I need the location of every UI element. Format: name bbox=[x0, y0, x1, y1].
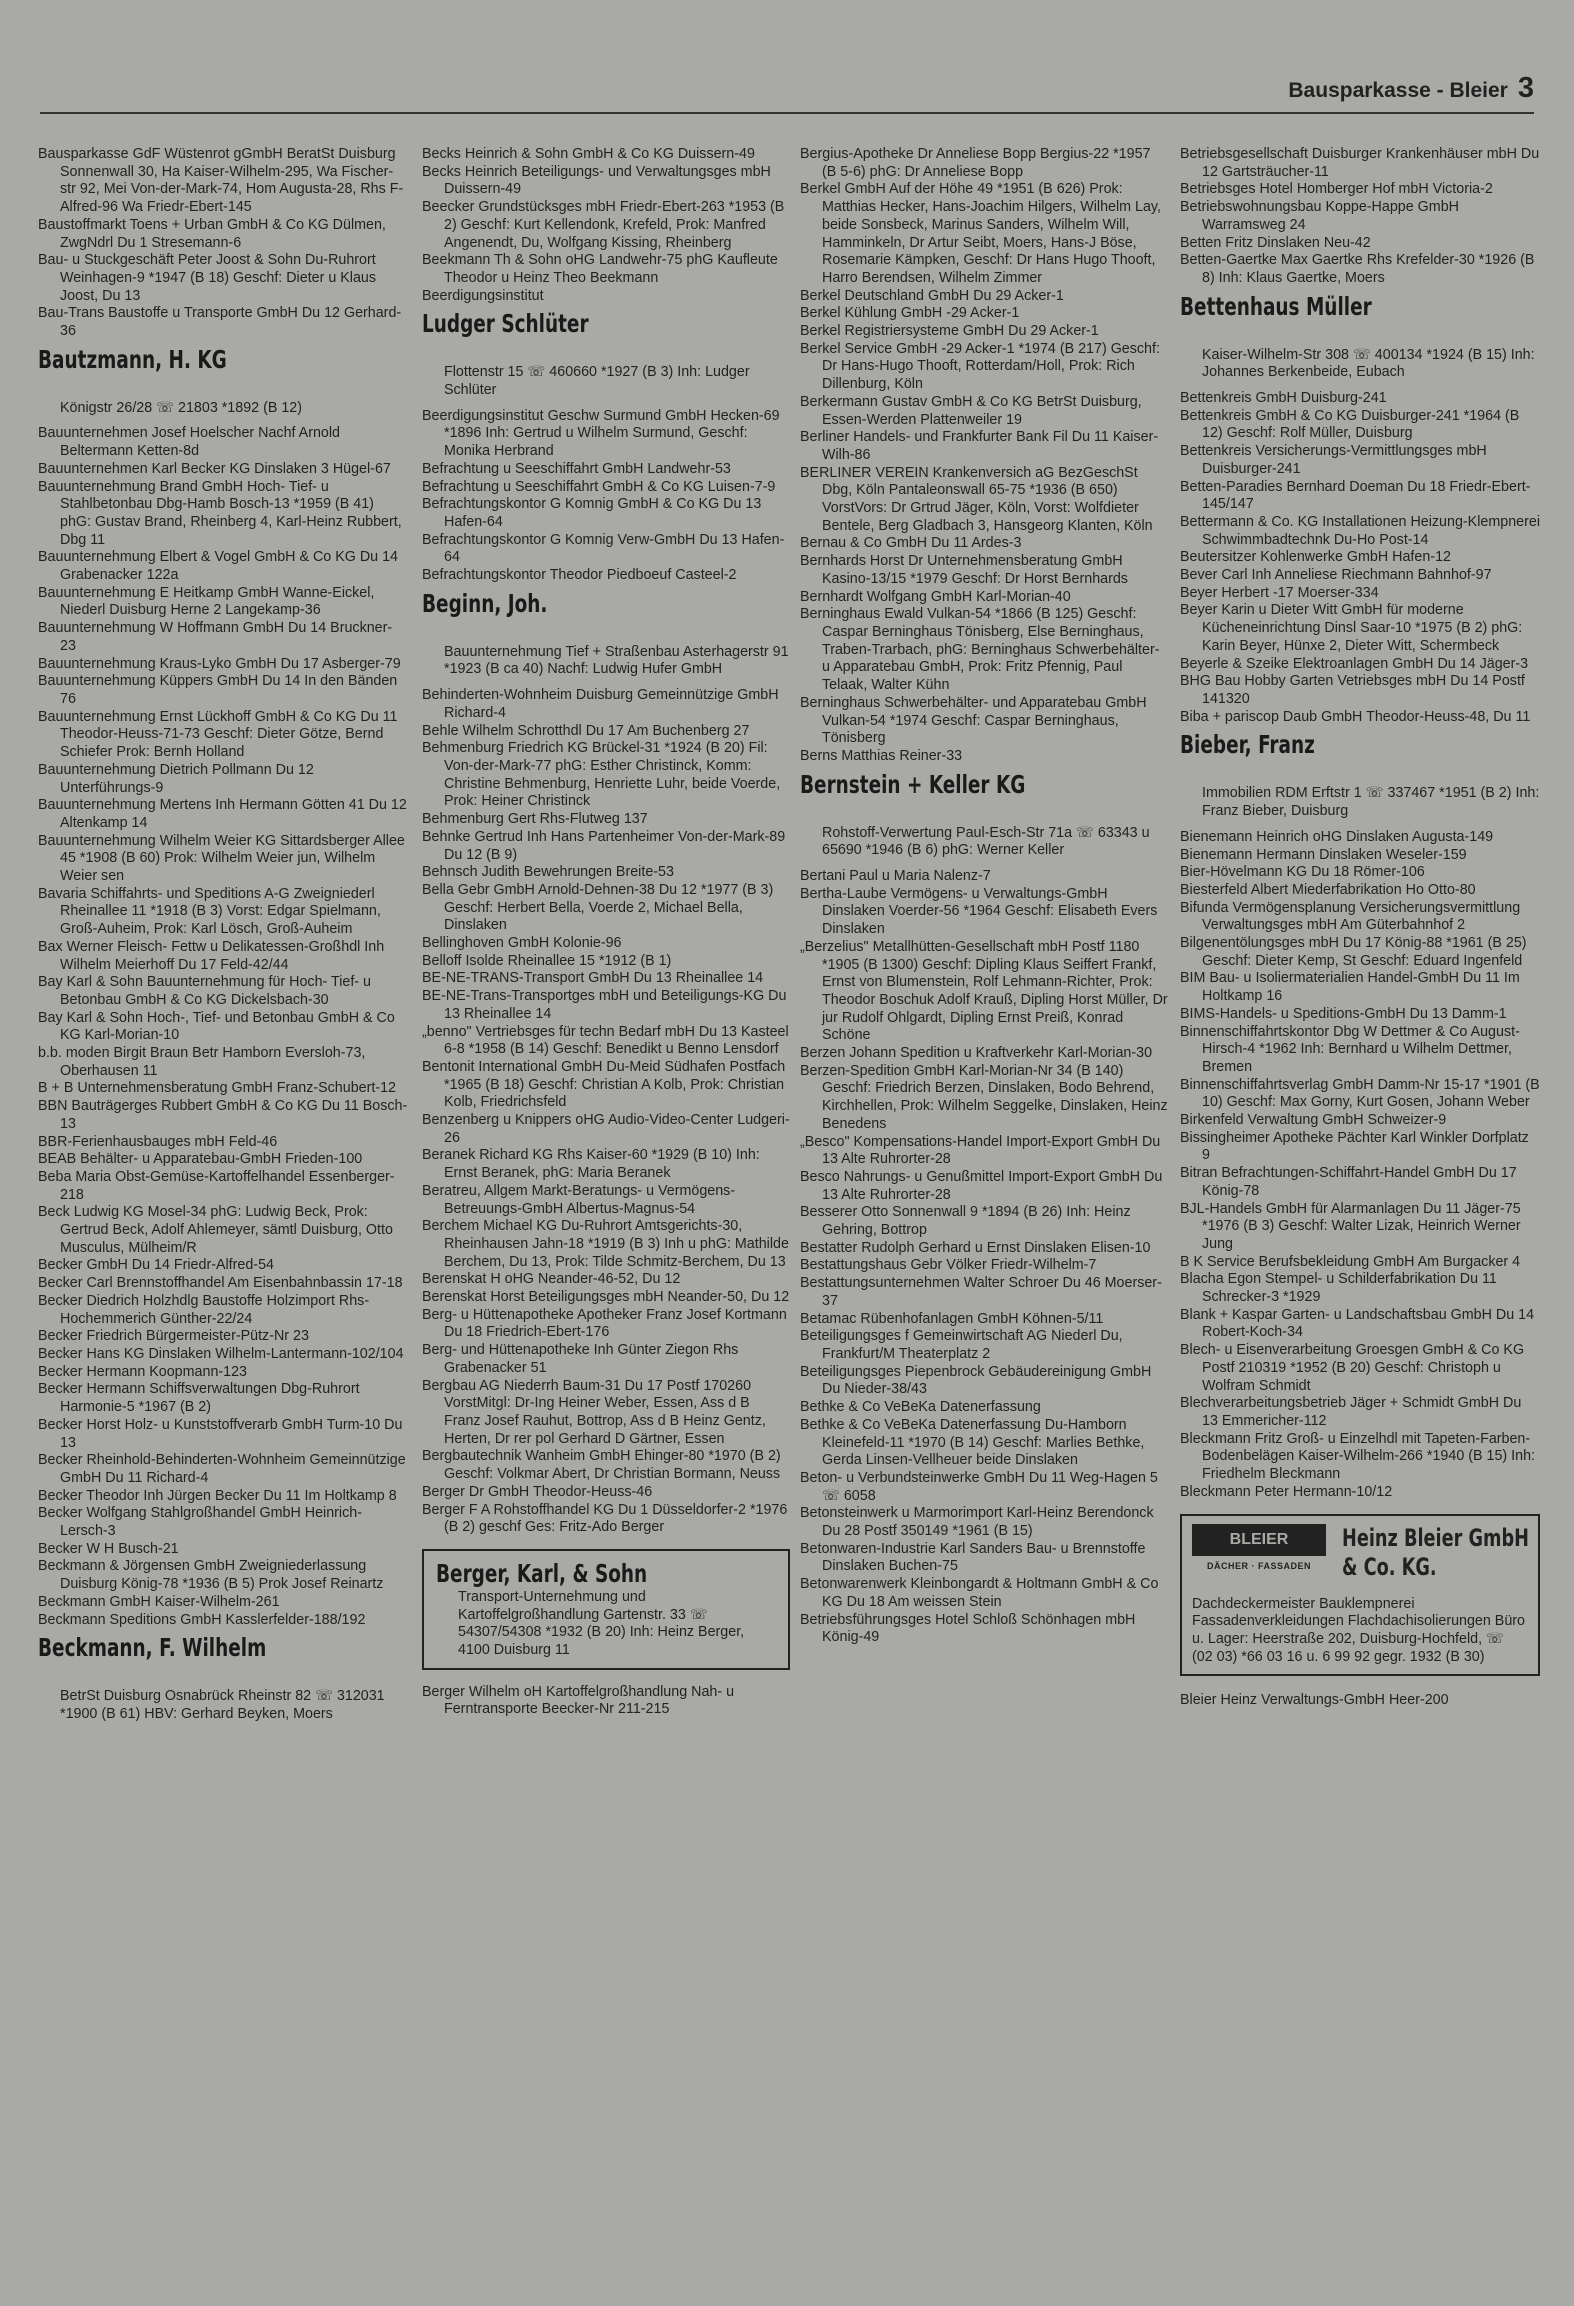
directory-entry: BEAB Behälter- u Apparatebau-GmbH Frieden-100 bbox=[38, 1151, 363, 1168]
directory-entry: Betten-Gaertke Max Gaertke Rhs Krefelder-30 *1926 (B 8) Inh: Klaus Gaertke, Moers bbox=[1180, 252, 1535, 286]
directory-entry: BJL-Handels GmbH für Alarmanlagen Du 11 Jäger-75 *1976 (B 3) Geschf: Walter Lizak, Heinrich Werner Jung bbox=[1180, 1200, 1521, 1252]
directory-entry: Bertani Paul u Maria Nalenz-7 bbox=[800, 868, 991, 885]
directory-entry: Benzenberg u Knippers oHG Audio-Video-Center Ludgeri-26 bbox=[422, 1112, 790, 1146]
directory-entry: Behinderten-Wohnheim Duisburg Gemeinnützige GmbH Richard-4 bbox=[422, 687, 779, 721]
directory-entry: „benno" Vertriebsges für techn Bedarf mbH Du 13 Kasteel 6-8 *1958 (B 14) Geschf: Benedikt u Benno Lensdorf bbox=[422, 1023, 789, 1058]
directory-entry: BBR-Ferienhausbauges mbH Feld-46 bbox=[38, 1133, 278, 1150]
directory-entry: BHG Bau Hobby Garten Vetriebsges mbH Du 14 Postf 141320 bbox=[1180, 673, 1525, 707]
directory-entry: Behnsch Judith Bewehrungen Breite-53 bbox=[422, 864, 674, 881]
directory-entry: Becker GmbH Du 14 Friedr-Alfred-54 bbox=[38, 1257, 274, 1274]
directory-entry: B + B Unternehmensberatung GmbH Franz-Schubert-12 bbox=[38, 1080, 396, 1097]
directory-entry: Bauunternehmung Mertens Inh Hermann Götten 41 Du 12 Altenkamp 14 bbox=[38, 797, 407, 831]
directory-entry: Bettermann & Co. KG Installationen Heizung-Klempnerei Schwimmbadtechnk Du-Ho Post-14 bbox=[1180, 513, 1540, 548]
directory-entry: Beba Maria Obst-Gemüse-Kartoffelhandel Essenberger-218 bbox=[38, 1168, 395, 1203]
directory-entry: Berliner Handels- und Frankfurter Bank Fil Du 11 Kaiser-Wilh-86 bbox=[800, 429, 1159, 463]
directory-entry: Berninghaus Schwerbehälter- und Apparatebau GmbH Vulkan-54 *1974 Geschf: Caspar Berninghaus, Tönisberg bbox=[800, 694, 1147, 747]
directory-entry: b.b. moden Birgit Braun Betr Hamborn Eversloh-73, Oberhausen 11 bbox=[38, 1045, 366, 1079]
directory-entry: Bauunternehmung Dietrich Pollmann Du 12 Unterführungs-9 bbox=[38, 761, 314, 796]
directory-entry: Belloff Isolde Rheinallee 15 *1912 (B 1) bbox=[422, 952, 672, 969]
directory-entry: Beteiligungsges f Gemeinwirtschaft AG Niederl Du, Frankfurt/M Theaterplatz 2 bbox=[800, 1328, 1123, 1362]
running-head-title: Bausparkasse - Bleier bbox=[1288, 79, 1508, 102]
directory-entry: Becks Heinrich Beteiligungs- und Verwaltungsges mbH Duissern-49 bbox=[422, 163, 771, 198]
column-4 bbox=[1180, 146, 1540, 1710]
directory-entry: Beranek Richard KG Rhs Kaiser-60 *1929 (B 10) Inh: Ernst Beranek, phG: Maria Beranek bbox=[422, 1147, 760, 1182]
directory-entry: Bestattungsunternehmen Walter Schroer Du 46 Moerser-37 bbox=[800, 1275, 1162, 1309]
directory-entry: Bavaria Schiffahrts- und Speditions A-G Zweigniederl Rheinallee 11 *1918 (B 3) Vorst: Edgar Spielmann, Groß-Auheim, Prok: Karl Lösch, Groß-Auheim bbox=[38, 885, 381, 938]
bold-listing-heading: Bautzmann, H. KG bbox=[38, 344, 227, 374]
directory-entry: Berg- u Hüttenapotheke Apotheker Franz Josef Kortmann Du 18 Friedrich-Ebert-176 bbox=[422, 1306, 787, 1341]
directory-entry: Blacha Egon Stempel- u Schilderfabrikation Du 11 Schrecker-3 *1929 bbox=[1180, 1271, 1497, 1306]
directory-entry: Bella Gebr GmbH Arnold-Dehnen-38 Du 12 *1977 (B 3) Geschf: Herbert Bella, Voerde 2, Michael Bella, Dinslaken bbox=[422, 881, 774, 934]
directory-entry: Bestatter Rudolph Gerhard u Ernst Dinslaken Elisen-10 bbox=[800, 1239, 1151, 1256]
directory-entry: BE-NE-TRANS-Transport GmbH Du 13 Rheinallee 14 bbox=[422, 970, 764, 987]
directory-entry: Birkenfeld Verwaltung GmbH Schweizer-9 bbox=[1180, 1112, 1447, 1129]
directory-entry: Besco Nahrungs- u Genußmittel Import-Export GmbH Du 13 Alte Ruhrorter-28 bbox=[800, 1168, 1163, 1203]
directory-entry: Bettenkreis GmbH & Co KG Duisburger-241 *1964 (B 12) Geschf: Rolf Müller, Duisburg bbox=[1180, 407, 1520, 442]
directory-entry: Bauunternehmung W Hoffmann GmbH Du 14 Bruckner-23 bbox=[38, 620, 393, 654]
directory-entry: Biesterfeld Albert Miederfabrikation Ho Otto-80 bbox=[1180, 881, 1476, 898]
directory-entry: Beton- u Verbundsteinwerke GmbH Du 11 Weg-Hagen 5 ☏ 6058 bbox=[800, 1469, 1158, 1504]
advertisement-company-name: Heinz Bleier GmbH & Co. KG. bbox=[1342, 1523, 1529, 1581]
directory-entry: Berenskat H oHG Neander-46-52, Du 12 bbox=[422, 1271, 681, 1288]
directory-entry: Bleckmann Peter Hermann-10/12 bbox=[1180, 1483, 1393, 1500]
directory-entry: Bethke & Co VeBeKa Datenerfassung Du-Hamborn Kleinefeld-11 *1970 (B 14) Geschf: Marlies Bethke, Gerda Linsen-Vellheuer beide Dinslaken bbox=[800, 1416, 1145, 1469]
directory-entry: Bauunternehmung Brand GmbH Hoch- Tief- u Stahlbetonbau Dbg-Hamb Bosch-13 *1959 (B 41) phG: Gustav Brand, Rheinberg 4, Karl-Heinz Rubbert, Dbg 11 bbox=[38, 478, 402, 548]
directory-entry: Berkel Registriersysteme GmbH Du 29 Acker-1 bbox=[800, 323, 1099, 340]
directory-entry: Bay Karl & Sohn Bauunternehmung für Hoch- Tief- u Betonbau GmbH & Co KG Dickelsbach-30 bbox=[38, 974, 371, 1008]
bold-listing-heading: Bettenhaus Müller bbox=[1180, 291, 1372, 321]
directory-entry: Bauunternehmen Karl Becker KG Dinslaken 3 Hügel-67 bbox=[38, 460, 391, 477]
directory-entry: Bauunternehmen Josef Hoelscher Nachf Arnold Beltermann Ketten-8d bbox=[38, 425, 341, 460]
directory-entry: Befrachtungskontor G Komnig GmbH & Co KG Du 13 Hafen-64 bbox=[422, 496, 762, 530]
directory-entry: Berger F A Rohstoffhandel KG Du 1 Düsseldorfer-2 *1976 (B 2) geschf Ges: Fritz-Ado Berger bbox=[422, 1501, 788, 1536]
roof-logo-icon: BLEIER bbox=[1192, 1524, 1326, 1556]
directory-entry: Beekmann Th & Sohn oHG Landwehr-75 phG Kaufleute Theodor u Heinz Theo Beekmann bbox=[422, 252, 778, 286]
directory-entry: Betriebsges Hotel Homberger Hof mbH Victoria-2 bbox=[1180, 181, 1493, 198]
directory-entry: Beckmann Speditions GmbH Kasslerfelder-188/192 bbox=[38, 1611, 366, 1628]
directory-entry: Beecker Grundstücksges mbH Friedr-Ebert-263 *1953 (B 2) Geschf: Kurt Kellendonk, Krefeld, Prok: Manfred Angenendt, Du, Wolfgang Kissing, Rheinberg bbox=[422, 199, 785, 251]
directory-entry: Becker Diedrich Holzhdlg Baustoffe Holzimport Rhs-Hochemmerich Günther-22/24 bbox=[38, 1292, 370, 1327]
directory-entry: Behnke Gertrud Inh Hans Partenheimer Von-der-Mark-89 Du 12 (B 9) bbox=[422, 828, 786, 863]
directory-entry: Bauunternehmung Kraus-Lyko GmbH Du 17 Asberger-79 bbox=[38, 655, 401, 672]
directory-entry: BIM Bau- u Isoliermaterialien Handel-GmbH Du 11 Im Holtkamp 16 bbox=[1180, 970, 1520, 1005]
directory-entry: Berkel Service GmbH -29 Acker-1 *1974 (B 217) Geschf: Dr Hans-Hugo Thooft, Rotterdam/Holl, Prok: Rich Dillenburg, Köln bbox=[800, 340, 1160, 393]
directory-entry: Betonwarenwerk Kleinbongardt & Holtmann GmbH & Co KG Du 18 Am weissen Stein bbox=[800, 1576, 1159, 1610]
running-head bbox=[1288, 72, 1534, 105]
directory-entry: Beck Ludwig KG Mosel-34 phG: Ludwig Beck, Prok: Gertrud Beck, Adolf Ahlemeyer, sämtl Duisburg, Otto Musculus, Mülheim/R bbox=[38, 1204, 393, 1256]
bold-listing-body: BetrSt Duisburg Osnabrück Rheinstr 82 ☏ 312031 *1900 (B 61) HBV: Gerhard Beyken, Moers bbox=[60, 1688, 385, 1722]
directory-entry: Bleier Heinz Verwaltungs-GmbH Heer-200 bbox=[1180, 1692, 1449, 1709]
directory-entry: Beutersitzer Kohlenwerke GmbH Hafen-12 bbox=[1180, 549, 1451, 566]
directory-entry: Berzen-Spedition GmbH Karl-Morian-Nr 34 (B 140) Geschf: Friedrich Berzen, Dinslaken, Bodo Behrend, Kirchhellen, Prok: Wilhelm Seggelke, Dinslaken, Heinz Benedens bbox=[800, 1062, 1168, 1132]
directory-entry: Becker W H Busch-21 bbox=[38, 1540, 179, 1557]
directory-entry: Bauunternehmung Elbert & Vogel GmbH & Co KG Du 14 Grabenacker 122a bbox=[38, 549, 399, 584]
directory-entry: Becker Friedrich Bürgermeister-Pütz-Nr 23 bbox=[38, 1328, 309, 1345]
page-header bbox=[40, 68, 1534, 114]
directory-entry: Bausparkasse GdF Wüstenrot gGmbH BeratSt Duisburg Sonnenwall 30, Ha Kaiser-Wilhelm-295, Wa Fischer-str 92, Mei Von-der-Mark-74, Hom Augusta-28, Rhs F-Alfred-96 Wa Friedr-Ebert-145 bbox=[38, 146, 404, 216]
bold-listing-body: Königstr 26/28 ☏ 21803 *1892 (B 12) bbox=[60, 399, 303, 416]
directory-entry: Biba + pariscop Daub GmbH Theodor-Heuss-48, Du 11 bbox=[1180, 708, 1531, 725]
bold-listing-body: Rohstoff-Verwertung Paul-Esch-Str 71a ☏ 63343 u 65690 *1946 (B 6) phG: Werner Keller bbox=[822, 824, 1150, 859]
directory-entry: Becker Carl Brennstoffhandel Am Eisenbahnbassin 17-18 bbox=[38, 1275, 403, 1292]
boxed-listing-heading: Berger, Karl, & Sohn bbox=[436, 1558, 648, 1588]
directory-entry: Bauunternehmung Wilhelm Weier KG Sittardsberger Allee 45 *1908 (B 60) Prok: Wilhelm Weier jun, Wilhelm Weier sen bbox=[38, 832, 405, 885]
column-3 bbox=[800, 146, 1168, 1647]
bold-listing-body: Kaiser-Wilhelm-Str 308 ☏ 400134 *1924 (B 15) Inh: Johannes Berkenbeide, Eubach bbox=[1202, 346, 1535, 381]
column-1 bbox=[38, 146, 408, 1732]
directory-entry: Beerdigungsinstitut Geschw Surmund GmbH Hecken-69 *1896 Inh: Gertrud u Wilhelm Surmund, Geschf: Monika Herbrand bbox=[422, 407, 780, 460]
advertisement-text: Dachdeckermeister Bauklempnerei Fassadenverkleidungen Flachdachisolierungen Büro u. Lager: Heerstraße 202, Duisburg-Hochfeld, ☏ (02 03) *66 03 16 u. 6 99 92 gegr. 1932 (B 30) bbox=[1192, 1595, 1526, 1665]
directory-entry: Befrachtung u Seeschiffahrt GmbH & Co KG Luisen-7-9 bbox=[422, 478, 776, 495]
directory-entry: Bernau & Co GmbH Du 11 Ardes-3 bbox=[800, 535, 1022, 552]
directory-entry: Beyer Herbert -17 Moerser-334 bbox=[1180, 584, 1379, 601]
directory-entry: Berzen Johann Spedition u Kraftverkehr Karl-Morian-30 bbox=[800, 1045, 1153, 1062]
bold-listing-heading: Beginn, Joh. bbox=[422, 588, 548, 618]
directory-entry: Bergbautechnik Wanheim GmbH Ehinger-80 *1970 (B 2) Geschf: Volkmar Abert, Dr Christian Bormann, Neuss bbox=[422, 1448, 781, 1483]
directory-entry: Berenskat Horst Beteiligungsges mbH Neander-50, Du 12 bbox=[422, 1289, 790, 1306]
directory-entry: Bifunda Vermögensplanung Versicherungsvermittlung Verwaltungsges mbH Am Güterbahnhof 2 bbox=[1180, 899, 1521, 934]
directory-entry: „Besco" Kompensations-Handel Import-Export GmbH Du 13 Alte Ruhrorter-28 bbox=[800, 1133, 1161, 1168]
directory-entry: Bax Werner Fleisch- Fettw u Delikatessen-Großhdl Inh Wilhelm Meierhoff Du 17 Feld-42/44 bbox=[38, 938, 385, 973]
directory-entry: Behle Wilhelm Schrotthdl Du 17 Am Buchenberg 27 bbox=[422, 722, 750, 739]
directory-entry: Bissingheimer Apotheke Pächter Karl Winkler Dorfplatz 9 bbox=[1180, 1129, 1529, 1164]
directory-entry: Bau- u Stuckgeschäft Peter Joost & Sohn Du-Ruhrort Weinhagen-9 *1947 (B 18) Geschf: Dieter u Klaus Joost, Du 13 bbox=[38, 252, 377, 304]
directory-entry: Berkel GmbH Auf der Höhe 49 *1951 (B 626) Prok: Matthias Hecker, Hans-Joachim Hilgers, Wilhelm Lay, beide Sonsbeck, Marinus Sanders, Wilhelm Will, Hamminkeln, Dr Artur Seibt, Moers, Hans-J Böse, Rosemarie Kämpken, Geschf: Dr Hans Hugo Thooft, Harro Berendsen, Wilhelm Zimmer bbox=[800, 181, 1161, 286]
bold-listing-body: Immobilien RDM Erftstr 1 ☏ 337467 *1951 (B 2) Inh: Franz Bieber, Duisburg bbox=[1202, 785, 1540, 820]
directory-entry: BBN Bauträgerges Rubbert GmbH & Co KG Du 11 Bosch-13 bbox=[38, 1098, 408, 1132]
directory-entry: Betamac Rübenhofanlagen GmbH Köhnen-5/11 bbox=[800, 1310, 1104, 1327]
directory-entry: Berns Matthias Reiner-33 bbox=[800, 747, 963, 764]
directory-entry: Beyer Karin u Dieter Witt GmbH für moderne Kücheneinrichtung Dinsl Saar-10 *1975 (B 2) phG: Karin Beyer, Hünxe 2, Dieter Witt, Schermbeck bbox=[1180, 602, 1523, 654]
directory-entry: Beckmann GmbH Kaiser-Wilhelm-261 bbox=[38, 1593, 280, 1610]
directory-entry: Berkermann Gustav GmbH & Co KG BetrSt Duisburg, Essen-Werden Plattenweiler 19 bbox=[800, 393, 1142, 428]
directory-entry: BERLINER VEREIN Krankenversich aG BezGeschSt Dbg, Köln Pantaleonswall 65-75 *1936 (B 650) VorstVors: Dr Grtrud Jäger, Köln, Vorst: Wolfdieter Bentele, Berg Gladbach 3, Hansgeorg Klanten, Köln bbox=[800, 464, 1153, 534]
directory-entry: Betonwaren-Industrie Karl Sanders Bau- u Brennstoffe Dinslaken Buchen-75 bbox=[800, 1540, 1146, 1575]
directory-entry: Befrachtungskontor G Komnig Verw-GmbH Du 13 Hafen-64 bbox=[422, 531, 785, 566]
directory-entry: Bleckmann Fritz Groß- u Einzelhdl mit Tapeten-Farben-Bodenbelägen Kaiser-Wilhelm-266 *1940 (B 15) Inh: Friedhelm Bleckmann bbox=[1180, 1430, 1535, 1483]
directory-entry: BIMS-Handels- u Speditions-GmbH Du 13 Damm-1 bbox=[1180, 1005, 1507, 1022]
directory-entry: Berger Wilhelm oH Kartoffelgroßhandlung Nah- u Ferntransporte Beecker-Nr 211-215 bbox=[422, 1683, 735, 1718]
directory-entry: Binnenschiffahrtskontor Dbg W Dettmer & Co August-Hirsch-4 *1962 Inh: Bernhard u Wilhelm Dettmer, Bremen bbox=[1180, 1023, 1520, 1075]
directory-entry: Becks Heinrich & Sohn GmbH & Co KG Duissern-49 bbox=[422, 146, 755, 162]
directory-entry: Becker Rheinhold-Behinderten-Wohnheim Gemeinnützige GmbH Du 11 Richard-4 bbox=[38, 1452, 406, 1486]
directory-entry: Bergius-Apotheke Dr Anneliese Bopp Bergius-22 *1957 (B 5-6) phG: Dr Anneliese Bopp bbox=[800, 146, 1151, 180]
logo-tagline: DÄCHER · FASSADEN bbox=[1206, 1560, 1311, 1571]
boxed-listing-body: Transport-Unternehmung und Kartoffelgroßhandlung Gartenstr. 33 ☏ 54307/54308 *1932 (B 20) Inh: Heinz Berger, 4100 Duisburg 11 bbox=[458, 1588, 745, 1659]
directory-entry: Berchem Michael KG Du-Ruhrort Amtsgerichts-30, Rheinhausen Jahn-18 *1919 (B 3) Inh u phG: Mathilde Berchem, Du 13, Prok: Tilde Schmitz-Berchem, Du 13 bbox=[422, 1218, 789, 1270]
directory-entry: B K Service Berufsbekleidung GmbH Am Burgacker 4 bbox=[1180, 1253, 1521, 1270]
directory-entry: Berkel Kühlung GmbH -29 Acker-1 bbox=[800, 305, 1020, 322]
directory-entry: Berg- und Hüttenapotheke Inh Günter Ziegon Rhs Grabenacker 51 bbox=[422, 1342, 739, 1376]
directory-entry: Bever Carl Inh Anneliese Riechmann Bahnhof-97 bbox=[1180, 567, 1492, 584]
directory-entry: Blechverarbeitungsbetrieb Jäger + Schmidt GmbH Du 13 Emmericher-112 bbox=[1180, 1395, 1522, 1429]
directory-entry: Beyerle & Szeike Elektroanlagen GmbH Du 14 Jäger-3 bbox=[1180, 655, 1529, 672]
directory-entry: Berninghaus Ewald Vulkan-54 *1866 (B 125) Geschf: Caspar Berninghaus Tönisberg, Else Berninghaus, Traben-Trarbach, phG: Berninghaus Schwerbehälter- u Apparatebau GmbH, Prok: Fritz Pfennig, Paul Telaak, Walter Kühn bbox=[800, 606, 1160, 694]
directory-entry: Bauunternehmung E Heitkamp GmbH Wanne-Eickel, Niederl Duisburg Herne 2 Langekamp-36 bbox=[38, 584, 375, 619]
directory-entry: Bentonit International GmbH Du-Meid Südhafen Postfach *1965 (B 18) Geschf: Christian A Kolb, Prok: Christian Kolb, Friedrichsfeld bbox=[422, 1058, 786, 1111]
directory-entry: Berger Dr GmbH Theodor-Heuss-46 bbox=[422, 1483, 653, 1500]
directory-entry: Becker Hermann Koopmann-123 bbox=[38, 1363, 248, 1380]
directory-entry: Beerdigungsinstitut bbox=[422, 287, 544, 304]
directory-entry: Bilgenentölungsges mbH Du 17 König-88 *1961 (B 25) Geschf: Dieter Kemp, St Geschf: Eduard Ingenfeld bbox=[1180, 935, 1527, 969]
directory-entry: Bettenkreis GmbH Duisburg-241 bbox=[1180, 390, 1387, 407]
directory-entry: Becker Theodor Inh Jürgen Becker Du 11 Im Holtkamp 8 bbox=[38, 1487, 397, 1504]
directory-entry: Blank + Kaspar Garten- u Landschaftsbau GmbH Du 14 Robert-Koch-34 bbox=[1180, 1306, 1535, 1341]
directory-entry: Bauunternehmung Ernst Lückhoff GmbH & Co KG Du 11 Theodor-Heuss-71-73 Geschf: Dieter Götze, Bernd Schiefer Prok: Bernh Holland bbox=[38, 708, 398, 761]
directory-entry: Bau-Trans Baustoffe u Transporte GmbH Du 12 Gerhard-36 bbox=[38, 305, 402, 340]
directory-entry: Betten-Paradies Bernhard Doeman Du 18 Friedr-Ebert-145/147 bbox=[1180, 478, 1531, 513]
directory-entry: Bienemann Heinrich oHG Dinslaken Augusta-149 bbox=[1180, 828, 1494, 845]
directory-entry: Betriebsführungsges Hotel Schloß Schönhagen mbH König-49 bbox=[800, 1611, 1136, 1646]
bold-listing-body: Flottenstr 15 ☏ 460660 *1927 (B 3) Inh: Ludger Schlüter bbox=[444, 364, 750, 399]
directory-entry: Becker Wolfgang Stahlgroßhandel GmbH Heinrich-Lersch-3 bbox=[38, 1505, 362, 1540]
directory-entry: Becker Horst Holz- u Kunststoffverarb GmbH Turm-10 Du 13 bbox=[38, 1416, 403, 1451]
directory-entry: Bienemann Hermann Dinslaken Weseler-159 bbox=[1180, 846, 1467, 863]
boxed-listing bbox=[422, 1549, 790, 1670]
directory-entry: Baustoffmarkt Toens + Urban GmbH & Co KG Dülmen, ZwgNdrl Du 1 Stresemann-6 bbox=[38, 216, 386, 251]
company-advertisement bbox=[1180, 1514, 1540, 1677]
directory-entry: Befrachtung u Seeschiffahrt GmbH Landwehr-53 bbox=[422, 460, 731, 477]
directory-entry: Beratreu, Allgem Markt-Beratungs- u Vermögens-Betreuungs-GmbH Albertus-Magnus-54 bbox=[422, 1182, 736, 1217]
bold-listing-heading: Beckmann, F. Wilhelm bbox=[38, 1633, 267, 1663]
directory-entry: Bernhards Horst Dr Unternehmensberatung GmbH Kasino-13/15 *1979 Geschf: Dr Horst Bernhards bbox=[800, 553, 1128, 587]
directory-entry: Behmenburg Friedrich KG Brückel-31 *1924 (B 20) Fil: Von-der-Mark-77 phG: Esther Christinck, Komm: Christine Behmenburg, Henriette Luhr, beide Voerde, Prok: Heiner Christinck bbox=[422, 740, 781, 810]
directory-entry: Blech- u Eisenverarbeitung Groesgen GmbH & Co KG Postf 210319 *1952 (B 20) Geschf: Christoph u Wolfram Schmidt bbox=[1180, 1342, 1525, 1394]
bold-listing-heading: Ludger Schlüter bbox=[422, 309, 589, 339]
directory-entry: Beteiligungsges Piepenbrock Gebäudereinigung GmbH Du Nieder-38/43 bbox=[800, 1363, 1152, 1398]
company-logo bbox=[1192, 1524, 1326, 1574]
directory-entry: Bernhardt Wolfgang GmbH Karl-Morian-40 bbox=[800, 588, 1071, 605]
bold-listing-body: Bauunternehmung Tief + Straßenbau Asterhagerstr 91 *1923 (B ca 40) Nachf: Ludwig Hufer GmbH bbox=[444, 643, 789, 678]
directory-entry: Becker Hermann Schiffsverwaltungen Dbg-Ruhrort Harmonie-5 *1967 (B 2) bbox=[38, 1381, 360, 1416]
directory-entry: Bitran Befrachtungen-Schiffahrt-Handel GmbH Du 17 König-78 bbox=[1180, 1165, 1517, 1199]
directory-entry: Bauunternehmung Küppers GmbH Du 14 In den Bänden 76 bbox=[38, 673, 398, 707]
directory-entry: Bergbau AG Niederrh Baum-31 Du 17 Postf 170260 VorstMitgl: Dr-Ing Heiner Weber, Essen, Ass d B Franz Josef Rauhut, Bottrop, Ass d B Heinz Gentz, Herten, Dr rer pol Gerhard D Gärtner, Essen bbox=[422, 1377, 766, 1447]
directory-entry: Becker Hans KG Dinslaken Wilhelm-Lantermann-102/104 bbox=[38, 1346, 404, 1362]
directory-entry: „Berzelius" Metallhütten-Gesellschaft mbH Postf 1180 *1905 (B 1300) Geschf: Dipling Klaus Seiffert Frankf, Ernst von Blumenstein, Rolf Lehmann-Richter, Prok: Theodor Boschuk Adolf Krauß, Dipling Horst Müller, Dr jur Rudolf Ohlgardt, Dipling Ernst Preiß, Konrad Schöne bbox=[800, 938, 1168, 1044]
directory-entry: Bethke & Co VeBeKa Datenerfassung bbox=[800, 1399, 1041, 1416]
directory-entry: Besserer Otto Sonnenwall 9 *1894 (B 26) Inh: Heinz Gehring, Bottrop bbox=[800, 1204, 1131, 1239]
bold-listing-heading: Bernstein + Keller KG bbox=[800, 769, 1026, 799]
directory-entry: Bestattungshaus Gebr Völker Friedr-Wilhelm-7 bbox=[800, 1257, 1097, 1274]
directory-entry: Binnenschiffahrtsverlag GmbH Damm-Nr 15-17 *1901 (B 10) Geschf: Max Gorny, Kurt Gosen, Johann Weber bbox=[1180, 1076, 1540, 1111]
directory-entry: Betten Fritz Dinslaken Neu-42 bbox=[1180, 234, 1371, 251]
page-number: 3 bbox=[1517, 72, 1534, 104]
directory-entry: Betriebsgesellschaft Duisburger Krankenhäuser mbH Du 12 Gartsträucher-11 bbox=[1180, 146, 1540, 180]
directory-entry: Bettenkreis Versicherungs-Vermittlungsges mbH Duisburger-241 bbox=[1180, 443, 1487, 477]
directory-entry: Bay Karl & Sohn Hoch-, Tief- und Betonbau GmbH & Co KG Karl-Morian-10 bbox=[38, 1009, 395, 1044]
directory-entry: Bier-Hövelmann KG Du 18 Römer-106 bbox=[1180, 864, 1425, 881]
directory-entry: BE-NE-Trans-Transportges mbH und Beteiligungs-KG Du 13 Rheinallee 14 bbox=[422, 988, 787, 1022]
directory-entry: Befrachtungskontor Theodor Piedboeuf Casteel-2 bbox=[422, 567, 737, 584]
bold-listing-heading: Bieber, Franz bbox=[1180, 730, 1315, 760]
directory-entry: Bertha-Laube Vermögens- u Verwaltungs-GmbH Dinslaken Voerder-56 *1964 Geschf: Elisabeth Evers Dinslaken bbox=[800, 885, 1158, 938]
directory-entry: Bellinghoven GmbH Kolonie-96 bbox=[422, 935, 622, 952]
directory-entry: Betonsteinwerk u Marmorimport Karl-Heinz Berendonck Du 28 Postf 350149 *1961 (B 15) bbox=[800, 1505, 1154, 1540]
directory-entry: Behmenburg Gert Rhs-Flutweg 137 bbox=[422, 811, 648, 828]
directory-entry: Betriebswohnungsbau Koppe-Happe GmbH Warramsweg 24 bbox=[1180, 199, 1459, 233]
directory-entry: Berkel Deutschland GmbH Du 29 Acker-1 bbox=[800, 287, 1064, 304]
column-2 bbox=[422, 146, 790, 1719]
directory-entry: Beckmann & Jörgensen GmbH Zweigniederlassung Duisburg König-78 *1936 (B 5) Prok Josef Reinartz bbox=[38, 1558, 384, 1593]
